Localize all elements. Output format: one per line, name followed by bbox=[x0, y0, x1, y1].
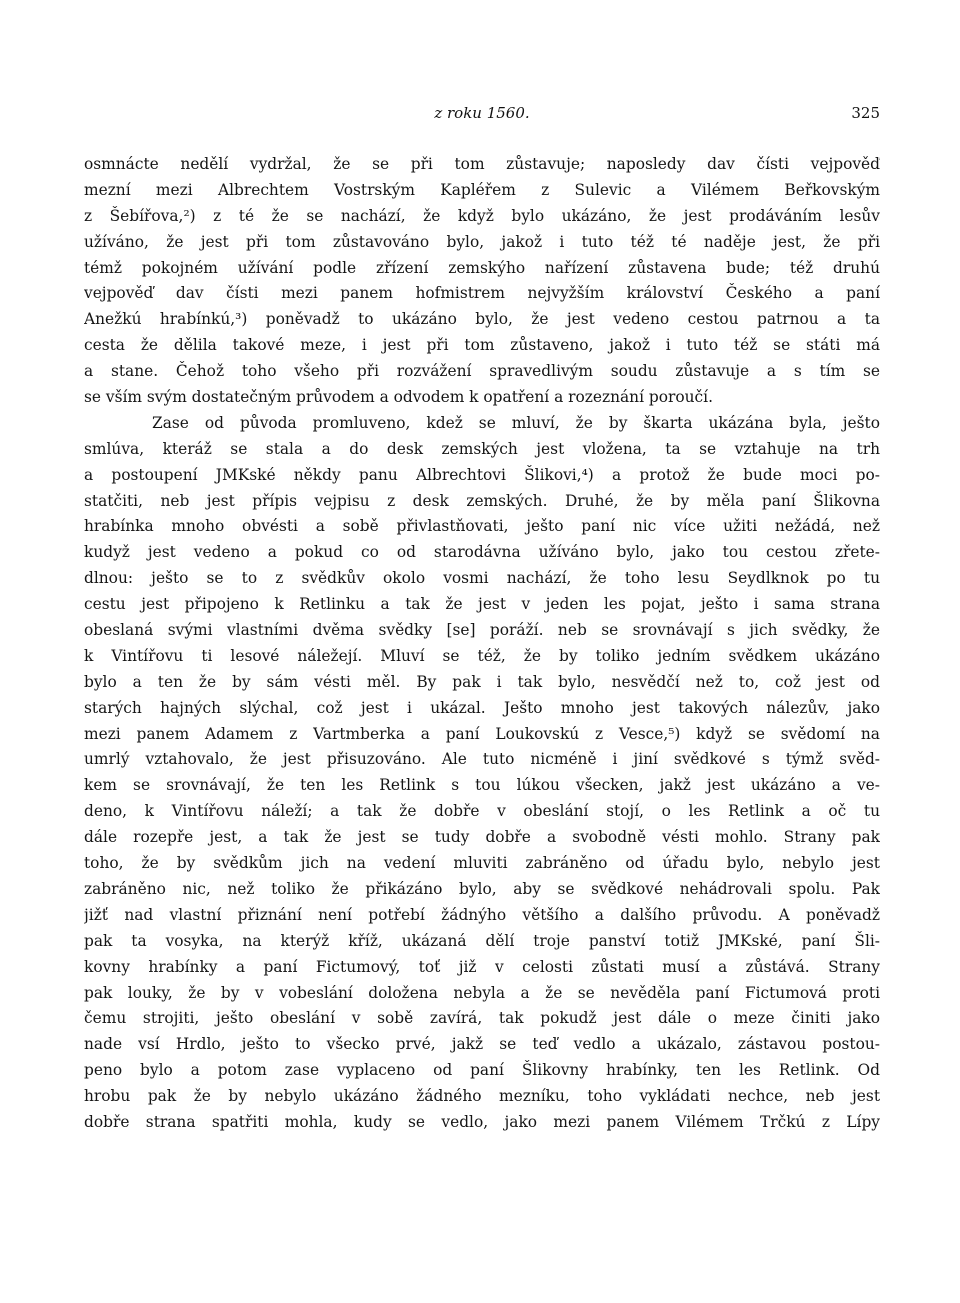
text-line: umrlý vztahovalo, že jest přisuzováno. Ale tuto nicméně i jiní svědkové s týmž svěd- bbox=[84, 750, 880, 769]
text-line: kovny hrabínky a paní Fictumový, toť již v celosti zůstati musí a zůstává. Strany bbox=[84, 957, 880, 976]
text-line: Anežkú hrabínkú,³) poněvadž to ukázáno bylo, že jest vedeno cestou patrnou a ta bbox=[84, 310, 880, 329]
text-line: z Šebířova,²) z té že se nachází, že když bylo ukázáno, že jest prodáváním lesův bbox=[84, 206, 880, 225]
text-line: mezi panem Adamem z Vartmberka a paní Loukovskú z Vesce,⁵) když se svědomí na bbox=[84, 724, 880, 743]
text-line: hrobu pak že by nebylo ukázáno žádného mezníku, toho vykládati nechce, neb jest bbox=[84, 1087, 880, 1106]
text-line: starých hajných slýchal, což jest i ukázal. Ješto mnoho jest takových nálezův, jako bbox=[84, 698, 880, 717]
text-line: toho, že by svědkům jich na vedení mluviti zabráněno od úřadu bylo, nebylo jest bbox=[84, 854, 880, 873]
text-line: nade vsí Hrdlo, ješto to všecko prvé, jakž se teď vedlo a ukázalo, zástavou postou- bbox=[84, 1035, 880, 1054]
text-line: deno, k Vintířovu náleží; a tak že dobře v obeslání stojí, o les Retlink a oč tu bbox=[84, 802, 880, 821]
text-line: hrabínka mnoho obvésti a sobě přivlastňovati, ješto paní nic více užiti nežádá, než bbox=[84, 517, 880, 536]
text-line: obeslaná svými vlastními dvěma svědky [se] poráží. neb se srovnávají s jich svědky, že bbox=[84, 621, 880, 640]
text-line: dlnou: ješto se to z svědkův okolo vosmi nachází, že toho lesu Seydlknok po tu bbox=[84, 569, 880, 588]
text-line: jižť nad vlastní přiznání není potřebí žádnýho většího a dalšího průvodu. A poněvadž bbox=[84, 905, 880, 924]
text-line: zabráněno nic, než toliko že přikázáno bylo, aby se svědkové nehádrovali spolu. Pak bbox=[84, 879, 880, 898]
text-line: a stane. Čehož toho všeho při rozvážení spravedlivým soudu zůstavuje a s tím se bbox=[84, 362, 880, 381]
text-line: pak louky, že by v vobeslání doložena nebyla a že se nevěděla paní Fictumová proti bbox=[84, 983, 880, 1002]
text-line: kudyž jest vedeno a pokud co od starodávna užíváno bylo, jako tou cestou zřete- bbox=[84, 543, 880, 562]
text-line: pak ta vosyka, na kterýž kříž, ukázaná dělí troje panství totiž JMKské, paní Šli- bbox=[84, 931, 880, 950]
text-line: statčiti, neb jest přípis vejpisu z desk zemských. Druhé, že by měla paní Šlikovna bbox=[84, 491, 880, 510]
text-line: cestu jest připojeno k Retlinku a tak že jest v jeden les pojat, ješto i sama strana bbox=[84, 595, 880, 614]
text-line: a postoupení JMKské někdy panu Albrechtovi Šlikovi,⁴) a protož že bude moci po- bbox=[84, 465, 880, 484]
text-line: osmnácte nedělí vydržal, že se při tom zůstavuje; naposledy dav čísti vejpověď bbox=[84, 155, 880, 173]
text-line: smlúva, kteráž se stala a do desk zemských jest vložena, ta se vztahuje na trh bbox=[84, 439, 880, 458]
text-line: dále rozepře jest, a tak že jest se tudy dobře a svobodně vésti mohlo. Strany pak bbox=[84, 828, 880, 847]
text-line: peno bylo a potom zase vyplaceno od paní Šlikovny hrabínky, ten les Retlink. Od bbox=[84, 1061, 880, 1080]
text-line: Zase od původa promluveno, kdež se mluví, že by škarta ukázána byla, ješto bbox=[152, 413, 880, 432]
text-line: vejpověď dav čísti mezi panem hofmistrem nejvyžším království Českého a paní bbox=[84, 284, 880, 303]
text-line: čemu strojiti, ješto obeslání v sobě zavírá, tak pokudž jest dále o meze činiti jako bbox=[84, 1009, 880, 1028]
running-head bbox=[84, 104, 880, 128]
running-title: z roku 1560. bbox=[434, 104, 530, 122]
text-line: témž pokojném užívání podle zřízení zemskýho nařízení zůstavena bude; též druhú bbox=[84, 258, 880, 277]
text-line: mezní mezi Albrechtem Vostrským Kapléřem z Sulevic a Vilémem Beřkovským bbox=[84, 180, 880, 199]
text-line: k Vintířovu ti lesové náležejí. Mluví se též, že by toliko jedním svědkem ukázáno bbox=[84, 646, 880, 665]
text-line: dobře strana spatřiti mohla, kudy se vedlo, jako mezi panem Vilémem Trčkú z Lípy bbox=[84, 1112, 880, 1131]
text-line: se vším svým dostatečným průvodem a odvodem k opatření a rozeznání poroučí. bbox=[84, 388, 713, 407]
text-line: bylo a ten že by sám vésti měl. By pak i tak bylo, nesvědčí než to, což jest od bbox=[84, 672, 880, 691]
body-text bbox=[84, 152, 880, 1136]
text-line: kem se srovnávají, že ten les Retlink s tou lúkou všecken, jakž jest ukázáno a ve- bbox=[84, 776, 880, 795]
page-number: 325 bbox=[851, 104, 880, 122]
text-line: užíváno, že jest při tom zůstavováno bylo, jakož i tuto též té naděje jest, že při bbox=[84, 232, 880, 251]
text-line: cesta že dělila takové meze, i jest při tom zůstaveno, jakož i tuto též se státi má bbox=[84, 336, 880, 355]
